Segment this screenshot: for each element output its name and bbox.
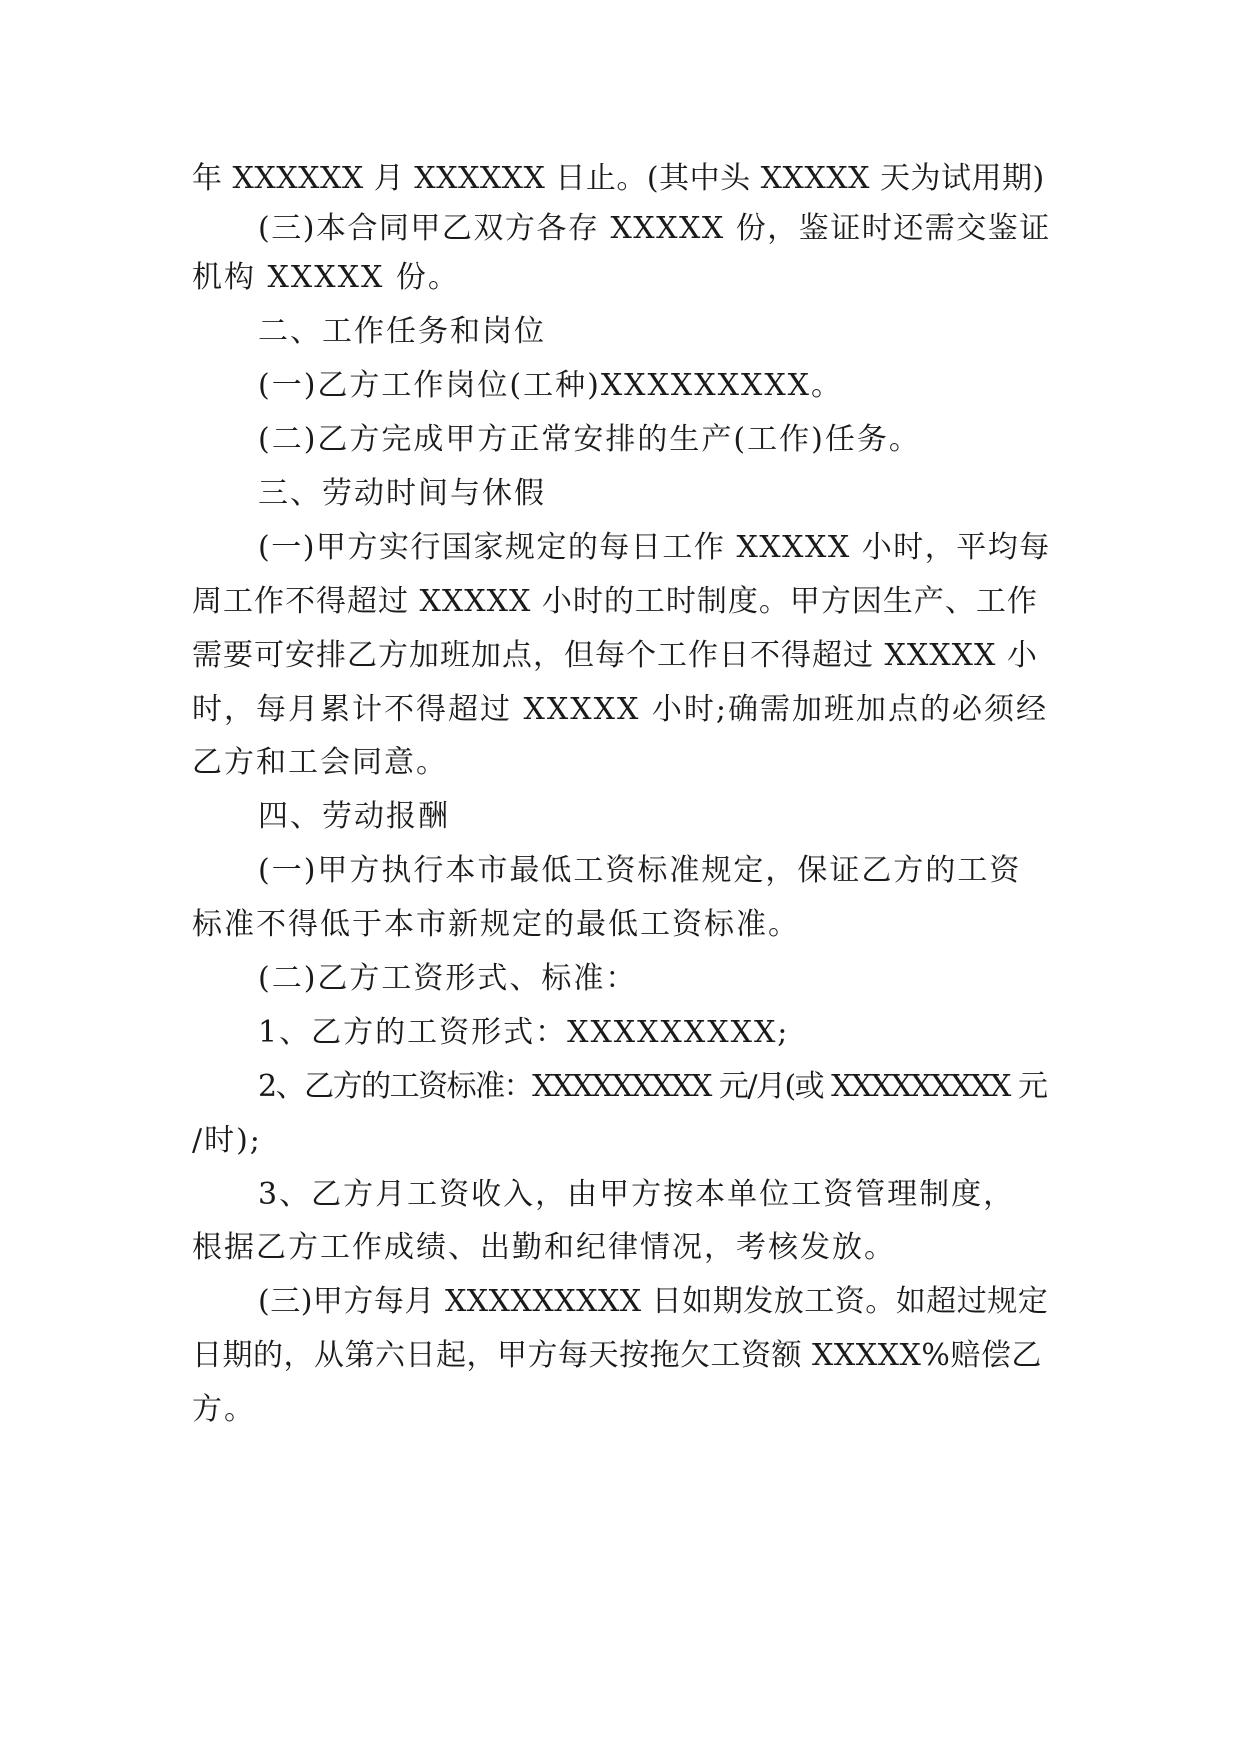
text-line: 2、乙方的工资标准：XXXXXXXXX 元/月(或 XXXXXXXXX 元 — [258, 1069, 1047, 1104]
text-line: 周工作不得超过 XXXXX 小时的工时制度。甲方因生产、工作 — [192, 584, 1038, 619]
text-line: 时，每月累计不得超过 XXXXX 小时;确需加班加点的必须经 — [192, 692, 1048, 727]
text-line: (三)甲方每月 XXXXXXXXX 日如期发放工资。如超过规定 — [258, 1284, 1049, 1319]
text-line: 日期的，从第六日起，甲方每天按拖欠工资额 XXXXX%赔偿乙 — [192, 1338, 1042, 1373]
text-line: 1、乙方的工资形式：XXXXXXXXX; — [258, 1015, 790, 1050]
text-line: (一)甲方执行本市最低工资标准规定，保证乙方的工资 — [258, 853, 1022, 888]
text-line: (二)乙方完成甲方正常安排的生产(工作)任务。 — [258, 422, 921, 457]
text-line: 方。 — [192, 1392, 256, 1427]
text-line: (一)乙方工作岗位(工种)XXXXXXXXX。 — [258, 368, 844, 403]
text-line: 3、乙方月工资收入，由甲方按本单位工资管理制度， — [258, 1177, 1016, 1212]
text-line: 标准不得低于本市新规定的最低工资标准。 — [192, 907, 800, 942]
section-heading: 三、劳动时间与休假 — [258, 476, 546, 511]
section-heading: 四、劳动报酬 — [258, 799, 450, 834]
text-line: (三)本合同甲乙双方各存 XXXXX 份，鉴证时还需交鉴证 — [258, 211, 1051, 246]
text-line: 机构 XXXXX 份。 — [192, 260, 460, 295]
text-line: 根据乙方工作成绩、出勤和纪律情况，考核发放。 — [192, 1230, 896, 1265]
text-line: 年 XXXXXX 月 XXXXXX 日止。(其中头 XXXXX 天为试用期) — [192, 161, 1045, 196]
text-line: (一)甲方实行国家规定的每日工作 XXXXX 小时，平均每 — [258, 530, 1051, 565]
text-line: 需要可安排乙方加班加点，但每个工作日不得超过 XXXXX 小 — [192, 638, 1038, 673]
text-line: 乙方和工会同意。 — [192, 745, 448, 780]
text-line: (二)乙方工资形式、标准： — [258, 961, 638, 996]
text-line: /时); — [192, 1123, 262, 1158]
section-heading: 二、工作任务和岗位 — [258, 314, 546, 349]
